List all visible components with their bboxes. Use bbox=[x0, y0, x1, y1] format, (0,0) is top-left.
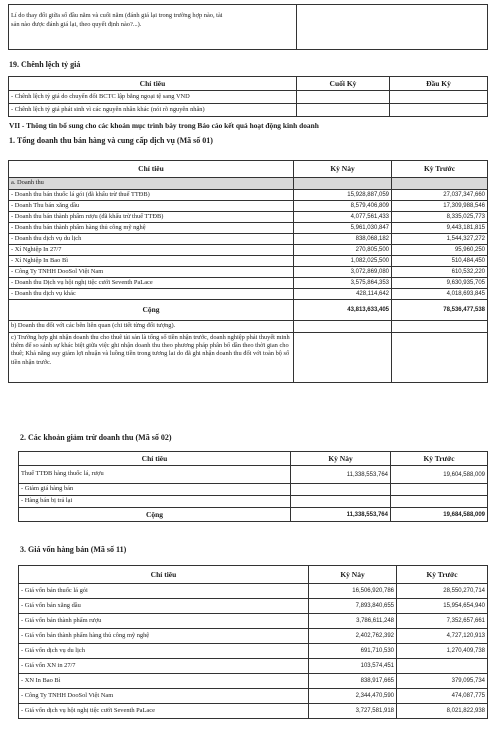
table-row bbox=[19, 496, 488, 508]
table-row bbox=[9, 223, 488, 234]
table-row bbox=[9, 267, 488, 278]
s3-row-current: 838,917,665 bbox=[309, 674, 397, 689]
s2-row-previous bbox=[391, 496, 488, 508]
s1-row-label: - Xí Nghiệp In Bao Bì bbox=[9, 256, 294, 267]
section-2-title: 2. Các khoản giảm trừ doanh thu (Mã số 02) bbox=[20, 433, 172, 442]
top-note-line-2: sản nào được đánh giá lại, theo quyết định nào?...). bbox=[11, 20, 142, 28]
s2-header-criteria: Chỉ tiêu bbox=[19, 452, 291, 466]
s1-row-label: - Xí Nghiệp In 27/7 bbox=[9, 245, 294, 256]
s2-row-current: 11,338,553,764 bbox=[291, 466, 391, 484]
table-row bbox=[19, 629, 488, 644]
s3-row-label: - Giá vốn bán thuốc lá gói bbox=[19, 584, 309, 599]
s3-row-current: 3,786,611,248 bbox=[309, 614, 397, 629]
s3-row-current: 691,710,530 bbox=[309, 644, 397, 659]
s3-row-label: - Giá vốn dịch vụ du lịch bbox=[19, 644, 309, 659]
s1-row-previous: 9,443,181,815 bbox=[392, 223, 488, 234]
s3-row-previous: 379,095,734 bbox=[397, 674, 488, 689]
table-row bbox=[19, 689, 488, 704]
s1-row-previous: 95,960,250 bbox=[392, 245, 488, 256]
s2-header-previous: Kỳ Trước bbox=[391, 452, 488, 466]
s3-row-label: - Giá vốn XN in 27/7 bbox=[19, 659, 309, 674]
s1-row-previous: 9,630,935,705 bbox=[392, 278, 488, 289]
s19-header-end: Cuối Kỳ bbox=[297, 77, 390, 91]
s1-row-current: 428,114,642 bbox=[294, 289, 392, 300]
table-row bbox=[19, 659, 488, 674]
s1-row-label: - Doanh thu bán thuốc lá gói (đã khấu trừ thuế TTĐB) bbox=[9, 190, 294, 201]
table-row bbox=[19, 466, 488, 484]
table-row bbox=[9, 190, 488, 201]
s3-row-current: 103,574,451 bbox=[309, 659, 397, 674]
s2-row-label: Thuế TTĐB hàng thuốc lá, rượu bbox=[19, 466, 291, 484]
s1-row-current: 1,082,025,500 bbox=[294, 256, 392, 267]
table-row bbox=[9, 201, 488, 212]
table-row bbox=[9, 289, 488, 300]
s1-row-previous: 510,484,450 bbox=[392, 256, 488, 267]
s3-row-label: - Giá vốn bán thành phẩm rượu bbox=[19, 614, 309, 629]
s1-row-label: - Doanh thu Dịch vụ hội nghị tiệc cưới Seventh PaLace bbox=[9, 278, 294, 289]
s19-row-1-label: - Chênh lệch tỷ giá do chuyển đổi BCTC lập bằng ngoại tệ sang VND bbox=[9, 91, 297, 104]
s1-header-previous: Kỳ Trước bbox=[392, 161, 488, 178]
s3-row-current: 3,727,581,918 bbox=[309, 704, 397, 719]
s1-row-previous: 8,335,025,773 bbox=[392, 212, 488, 223]
table-row bbox=[9, 234, 488, 245]
section-3-table bbox=[18, 565, 488, 719]
s3-row-previous: 474,087,775 bbox=[397, 689, 488, 704]
s1-row-previous: 17,309,988,546 bbox=[392, 201, 488, 212]
s19-row-2-label: - Chênh lệch tỷ giá phát sinh vì các nguyên nhân khác (nói rõ nguyên nhân) bbox=[9, 104, 297, 117]
table-row bbox=[19, 599, 488, 614]
s1-row-current: 270,805,500 bbox=[294, 245, 392, 256]
total-row bbox=[19, 508, 488, 522]
table-row bbox=[9, 245, 488, 256]
s3-row-previous bbox=[397, 659, 488, 674]
s1-total-current: 43,813,633,405 bbox=[294, 300, 392, 321]
s1-row-current: 3,575,864,353 bbox=[294, 278, 392, 289]
s2-total-current: 11,338,553,764 bbox=[291, 508, 391, 522]
s19-header-criteria: Chỉ tiêu bbox=[9, 77, 297, 91]
s2-row-previous bbox=[391, 484, 488, 496]
table-row bbox=[19, 614, 488, 629]
section-2-table bbox=[18, 451, 488, 522]
s1-header-criteria: Chỉ tiêu bbox=[9, 161, 294, 178]
s1-header-current: Kỳ Này bbox=[294, 161, 392, 178]
section-vii-title: VII - Thông tin bổ sung cho các khoản mục trình bày trong Báo cáo kết quả hoạt động kinh doanh bbox=[9, 121, 319, 130]
s2-row-label: - Hàng bán bị trả lại bbox=[19, 496, 291, 508]
section-1-title: 1. Tổng doanh thu bán hàng và cung cấp dịch vụ (Mã số 01) bbox=[9, 136, 213, 145]
s1-row-current: 8,579,406,809 bbox=[294, 201, 392, 212]
s1-total-label: Cộng bbox=[9, 300, 294, 321]
section-19-title: 19. Chênh lệch tỷ giá bbox=[9, 60, 81, 69]
table-row bbox=[19, 644, 488, 659]
top-note-line-1: Lí do thay đổi giữa số đầu năm và cuối năm (đánh giá lại trong trường hợp nào, tài bbox=[11, 12, 223, 19]
s3-row-current: 7,893,840,655 bbox=[309, 599, 397, 614]
section-19-table bbox=[8, 76, 488, 117]
s1-row-previous: 610,532,220 bbox=[392, 267, 488, 278]
s1-row-current: 3,072,869,080 bbox=[294, 267, 392, 278]
table-row bbox=[9, 278, 488, 289]
s2-row-previous: 19,604,588,009 bbox=[391, 466, 488, 484]
s3-row-previous: 15,954,654,940 bbox=[397, 599, 488, 614]
top-note-empty-cell bbox=[297, 5, 488, 50]
s3-header-current: Kỳ Này bbox=[309, 566, 397, 584]
s1-row-label: a. Doanh thu bbox=[9, 178, 294, 190]
s1-note-b: b) Doanh thu đối với các bên liên quan (chi tiết từng đối tượng). bbox=[9, 321, 294, 333]
table-row bbox=[19, 674, 488, 689]
s3-row-current: 2,402,762,392 bbox=[309, 629, 397, 644]
s3-row-label: - Công Ty TNHH DooSol Việt Nam bbox=[19, 689, 309, 704]
s3-header-criteria: Chỉ tiêu bbox=[19, 566, 309, 584]
s1-row-current: 5,961,030,847 bbox=[294, 223, 392, 234]
s3-row-label: - XN In Bao Bì bbox=[19, 674, 309, 689]
top-note-text bbox=[9, 5, 297, 50]
s19-header-begin: Đầu Kỳ bbox=[390, 77, 488, 91]
table-row bbox=[19, 484, 488, 496]
s3-row-current: 16,506,920,786 bbox=[309, 584, 397, 599]
s2-row-current bbox=[291, 484, 391, 496]
s1-row-label: - Doanh thu dịch vụ khác bbox=[9, 289, 294, 300]
s1-row-current bbox=[294, 178, 392, 190]
s2-total-label: Cộng bbox=[19, 508, 291, 522]
s1-row-previous bbox=[392, 178, 488, 190]
table-row bbox=[9, 178, 488, 190]
section-1-table bbox=[8, 160, 488, 383]
s1-row-previous: 27,037,347,660 bbox=[392, 190, 488, 201]
s3-header-previous: Kỳ Trước bbox=[397, 566, 488, 584]
s3-row-current: 2,344,470,590 bbox=[309, 689, 397, 704]
s1-row-label: - Doanh thu bán thành phẩm rượu (đã khấu trừ thuế TTĐB) bbox=[9, 212, 294, 223]
s2-row-label: - Giảm giá hàng bán bbox=[19, 484, 291, 496]
table-row bbox=[19, 704, 488, 719]
total-row bbox=[9, 300, 488, 321]
s1-row-current: 4,077,561,433 bbox=[294, 212, 392, 223]
top-note-box bbox=[8, 4, 488, 50]
s1-row-current: 15,928,887,059 bbox=[294, 190, 392, 201]
s3-row-label: - Giá vốn bán xăng dầu bbox=[19, 599, 309, 614]
s2-header-current: Kỳ Này bbox=[291, 452, 391, 466]
s2-total-previous: 19,684,588,009 bbox=[391, 508, 488, 522]
s3-row-previous: 28,550,270,714 bbox=[397, 584, 488, 599]
s3-row-label: - Giá vốn bán thành phẩm hàng thủ công mỹ nghệ bbox=[19, 629, 309, 644]
s1-row-previous: 1,544,327,272 bbox=[392, 234, 488, 245]
s1-row-label: - Công Ty TNHH DooSol Việt Nam bbox=[9, 267, 294, 278]
table-row bbox=[19, 584, 488, 599]
s3-row-previous: 1,270,409,738 bbox=[397, 644, 488, 659]
s3-row-previous: 8,021,822,938 bbox=[397, 704, 488, 719]
s1-row-label: - Doanh thu bán thành phẩm hàng thủ công mỹ nghệ bbox=[9, 223, 294, 234]
s1-total-previous: 78,536,477,538 bbox=[392, 300, 488, 321]
section-3-title: 3. Giá vốn hàng bán (Mã số 11) bbox=[20, 545, 127, 554]
table-row bbox=[9, 212, 488, 223]
s1-row-label: - Doanh thu dịch vụ du lịch bbox=[9, 234, 294, 245]
s3-row-label: - Giá vốn dịch vụ hội nghị tiệc cưới Seventh PaLace bbox=[19, 704, 309, 719]
s2-row-current bbox=[291, 496, 391, 508]
s3-row-previous: 7,352,657,661 bbox=[397, 614, 488, 629]
s3-row-previous: 4,727,120,913 bbox=[397, 629, 488, 644]
s1-row-previous: 4,018,693,845 bbox=[392, 289, 488, 300]
s1-row-label: - Doanh Thu bán xăng dầu bbox=[9, 201, 294, 212]
table-row bbox=[9, 256, 488, 267]
s1-row-current: 838,068,182 bbox=[294, 234, 392, 245]
s1-note-c: c) Trường hợp ghi nhận doanh thu cho thuê tài sản là tổng số tiền nhận trước, doanh nghiệp phải thuyết minh thêm để so sánh sự khác biệt giữa việc ghi nhận doanh thu theo phương pháp phân bổ dần theo thời gian cho thuê; Khả năng suy giảm lợi nhuận và luồng tiền trong tương lai do đã ghi nhận doanh thu đối với toàn bộ số tiền nhận trước. bbox=[9, 333, 294, 383]
